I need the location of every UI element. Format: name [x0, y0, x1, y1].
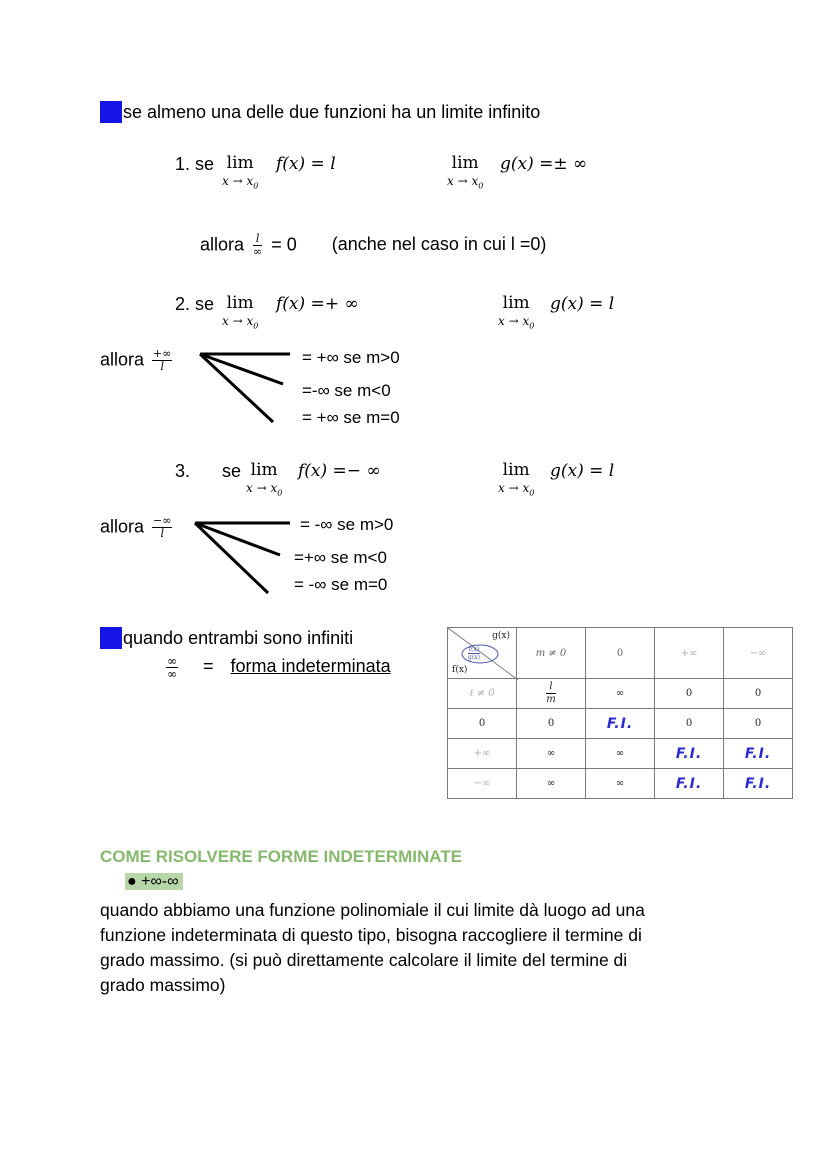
case2-f-expression: f(x) =+ ∞: [276, 294, 359, 314]
inf-over-inf-fraction: $\frac{\infty}{\infty}$: [167, 654, 177, 681]
forma-indeterminata: forma indeterminata: [230, 656, 391, 677]
case2-f-limit: lim $x \to x_0$: [222, 293, 259, 331]
col-header-minus-inf: −∞: [724, 628, 793, 679]
case3-number: 3.: [175, 461, 191, 481]
case3-allora: allora $\frac{-\infty}{l}$: [100, 514, 172, 540]
case1-number: 1. se: [175, 154, 215, 174]
case3-branch-lines: [190, 515, 295, 597]
fi-handwritten: F.I.: [744, 745, 772, 762]
section-heading: COME RISOLVERE FORME INDETERMINATE: [100, 847, 463, 866]
explanation-paragraph: quando abbiamo una funzione polinomiale il cui limite dà luogo ad una funzione indeterminata di questo tipo, bisogna raccogliere il termine di grado massimo. (si può direttamente calcolare il limite del termine di grado massimo): [100, 900, 645, 995]
case2-g-expression: g(x) = l: [550, 294, 615, 314]
fi-handwritten: F.I.: [744, 775, 772, 792]
case3-branch-1: = -∞ se m>0: [300, 515, 394, 534]
case1-g-expression: g(x) =± ∞: [500, 154, 588, 174]
case1-g-limit: lim $x \to x_0$: [447, 153, 484, 191]
case2-branch-2: =-∞ se m<0: [302, 381, 391, 400]
fi-handwritten: F.I.: [675, 745, 703, 762]
l-over-m-fraction: $\frac{l}{m}$: [546, 681, 556, 705]
limit-quotient-table: [447, 627, 793, 799]
highlight-marker: [100, 627, 122, 649]
col-header-m: m ≠ 0: [517, 628, 586, 679]
case1-fraction: $\frac{l}{\infty}$: [253, 232, 263, 258]
case1-result-line: allora $\frac{l}{\infty}$ = 0 (anche nel caso in cui l =0): [200, 232, 547, 258]
bullet-item: ● +∞-∞: [125, 873, 183, 891]
case3-g-expression: g(x) = l: [550, 461, 615, 481]
highlight-marker: [100, 101, 122, 123]
table-row: −∞ ∞ ∞ F.I. F.I.: [448, 769, 793, 799]
case1-f-expression: f(x) = l: [276, 154, 336, 174]
case3-f-expression: f(x) =− ∞: [298, 461, 381, 481]
case2-branch-3: = +∞ se m=0: [302, 408, 400, 427]
intro-line-both-infinite: quando entrambi sono infiniti: [100, 627, 353, 649]
col-header-zero: 0: [586, 628, 655, 679]
table-corner-cell: g(x) f(x) g(x) f(x): [448, 628, 517, 679]
case2-g-limit: lim $x \to x_0$: [498, 293, 535, 331]
indeterminate-form-line: $\frac{\infty}{\infty}$ = forma indeterminata: [167, 654, 391, 681]
col-header-plus-inf: +∞: [655, 628, 724, 679]
intro-line-infinite: se almeno una delle due funzioni ha un limite infinito: [100, 101, 540, 123]
fi-handwritten: F.I.: [606, 715, 634, 732]
table-row: +∞ ∞ ∞ F.I. F.I.: [448, 739, 793, 769]
case2-number: 2. se: [175, 294, 215, 314]
case3-branch-3: = -∞ se m=0: [294, 575, 388, 594]
case3-fraction: $\frac{-\infty}{l}$: [153, 514, 172, 540]
case2-fraction: $\frac{+\infty}{l}$: [153, 347, 172, 373]
case3-se: se: [222, 461, 242, 481]
case2-branch-lines: [195, 348, 295, 428]
case3-branch-2: =+∞ se m<0: [294, 548, 387, 567]
table-row: 0 0 F.I. 0 0: [448, 709, 793, 739]
table-row: ℓ ≠ 0 $\frac{l}{m}$ ∞ 0 0: [448, 679, 793, 709]
bullet-dot-icon: ●: [127, 873, 142, 890]
case1-note: (anche nel caso in cui l =0): [331, 234, 547, 255]
fi-handwritten: F.I.: [675, 775, 703, 792]
case2-branch-1: = +∞ se m>0: [302, 348, 400, 367]
case3-f-limit: lim $x \to x_0$: [246, 460, 283, 498]
case2-allora: allora $\frac{+\infty}{l}$: [100, 347, 172, 373]
case1-f-limit: lim $x \to x_0$: [222, 153, 259, 191]
case3-g-limit: lim $x \to x_0$: [498, 460, 535, 498]
